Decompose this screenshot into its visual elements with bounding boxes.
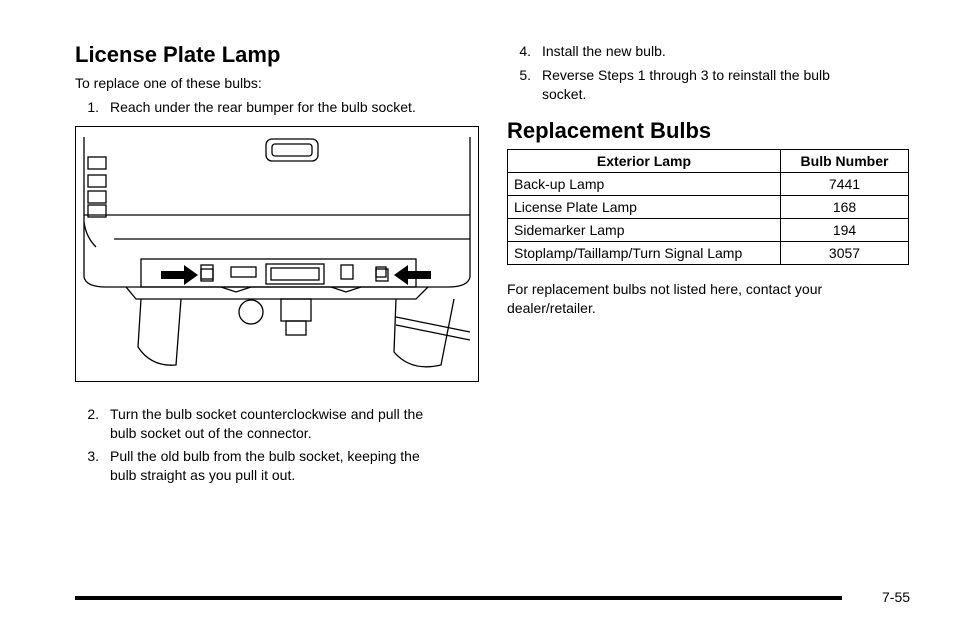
lamp-name-cell: Sidemarker Lamp <box>508 219 781 242</box>
table-row <box>508 219 909 242</box>
table-row <box>508 196 909 219</box>
step-2 <box>75 405 485 445</box>
step-text-line1: Turn the bulb socket counterclockwise and pull the <box>110 406 424 422</box>
replacement-bulbs-table <box>507 149 909 265</box>
truck-rear-bumper-drawing <box>76 127 478 381</box>
step-text-line2: bulb straight as you pull it out. <box>110 467 296 483</box>
section-heading-license-plate-lamp: License Plate Lamp <box>75 42 281 67</box>
table-row <box>508 173 909 196</box>
bumper-illustration <box>75 126 479 382</box>
lamp-name-cell: Stoplamp/Taillamp/Turn Signal Lamp <box>508 242 781 265</box>
step-4 <box>507 42 907 61</box>
bulb-number-cell: 194 <box>781 219 909 242</box>
step-number: 5. <box>519 67 531 83</box>
bulb-number-cell: 3057 <box>781 242 909 265</box>
step-5 <box>507 66 907 106</box>
step-3 <box>75 447 485 487</box>
step-number: 3. <box>87 448 99 464</box>
lamp-name-cell: License Plate Lamp <box>508 196 781 219</box>
step-number: 2. <box>87 406 99 422</box>
step-number: 4. <box>519 43 531 59</box>
column-header-bulb-number: Bulb Number <box>781 150 909 173</box>
intro-text: To replace one of these bulbs: <box>75 75 262 91</box>
lamp-name-cell: Back-up Lamp <box>508 173 781 196</box>
section-heading-replacement-bulbs: Replacement Bulbs <box>507 118 712 143</box>
step-1 <box>75 98 475 117</box>
footer-rule <box>75 596 842 600</box>
column-header-exterior-lamp: Exterior Lamp <box>508 150 781 173</box>
replacement-note <box>507 280 822 318</box>
step-text-line2: bulb socket out of the connector. <box>110 425 312 441</box>
page-number: 7-55 <box>882 589 911 605</box>
table-header-row <box>508 150 909 173</box>
bulb-number-cell: 168 <box>781 196 909 219</box>
note-line2: dealer/retailer. <box>507 300 596 316</box>
step-text-line1: Pull the old bulb from the bulb socket, keeping the <box>110 448 420 464</box>
step-number: 1. <box>87 99 99 115</box>
table-row <box>508 242 909 265</box>
bulb-number-cell: 7441 <box>781 173 909 196</box>
step-text-line2: socket. <box>542 86 587 102</box>
step-text: Install the new bulb. <box>542 43 666 59</box>
note-line1: For replacement bulbs not listed here, contact your <box>507 281 823 297</box>
step-text-line1: Reverse Steps 1 through 3 to reinstall the bulb <box>542 67 830 83</box>
step-text: Reach under the rear bumper for the bulb socket. <box>110 99 416 115</box>
